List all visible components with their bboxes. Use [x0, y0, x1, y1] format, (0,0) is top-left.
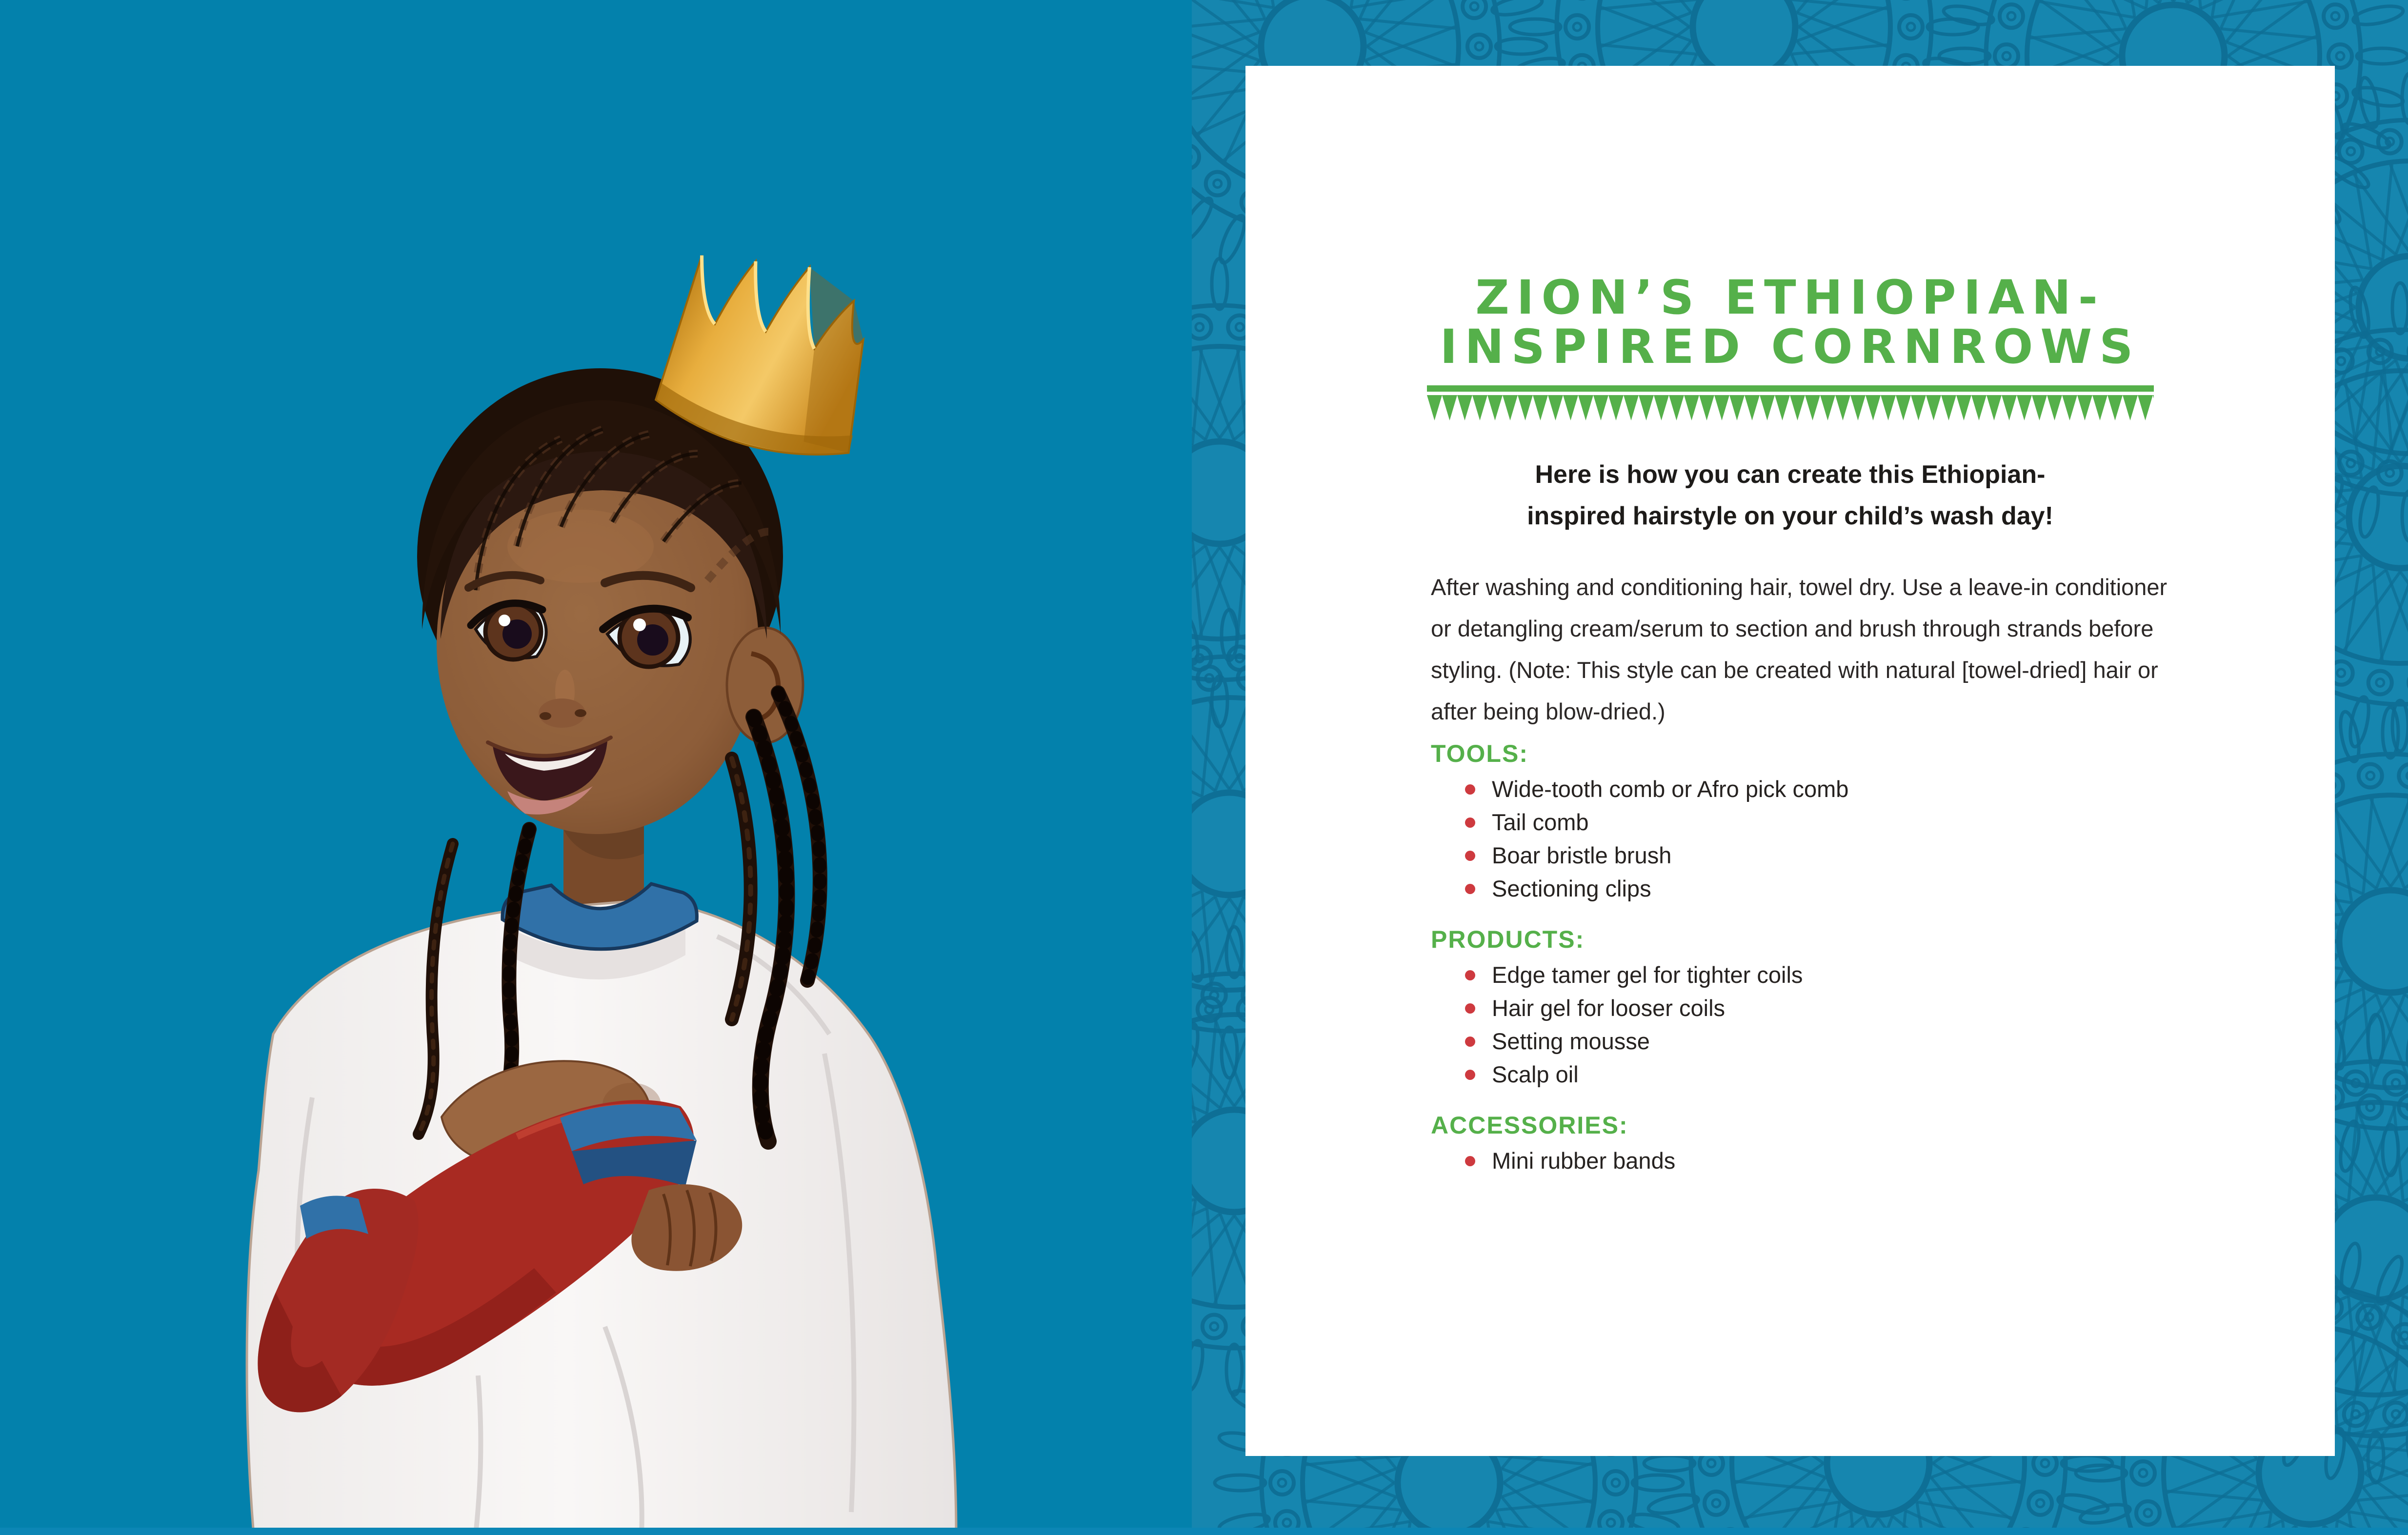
title-divider [1427, 385, 2154, 420]
list-item [1431, 806, 2168, 839]
section-heading: TOOLS: [1431, 740, 1528, 767]
list-item [1431, 992, 2168, 1025]
divider-zigzag [1427, 395, 2154, 420]
bullet-list [1431, 773, 2168, 905]
intro-line2: inspired hairstyle on your child’s wash day! [1527, 502, 2053, 530]
list-item-text: Sectioning clips [1492, 876, 1651, 901]
bullet-dot-icon [1465, 970, 1475, 980]
list-item [1431, 1025, 2168, 1058]
section-heading: ACCESSORIES: [1431, 1112, 1628, 1139]
list-item [1431, 872, 2168, 905]
bullet-list [1431, 958, 2168, 1091]
card-title [1245, 270, 2335, 374]
intro-line1: Here is how you can create this Ethiopian- [1535, 460, 2046, 489]
list-item-text: Boar bristle brush [1492, 842, 1672, 868]
girl-illustration [0, 0, 1192, 1535]
list-item-text: Wide-tooth comb or Afro pick comb [1492, 776, 1849, 802]
list-item-text: Scalp oil [1492, 1061, 1579, 1087]
list-item-text: Tail comb [1492, 809, 1589, 835]
page-edge-strip [0, 1528, 2408, 1535]
list-item [1431, 1058, 2168, 1091]
list-item [1431, 839, 2168, 872]
card-sections [1431, 739, 2168, 1177]
list-item-text: Mini rubber bands [1492, 1148, 1676, 1174]
card-body [1431, 566, 2168, 1177]
bullet-dot-icon [1465, 884, 1475, 894]
section-heading: PRODUCTS: [1431, 926, 1585, 953]
list-item-text: Hair gel for looser coils [1492, 995, 1726, 1021]
bullet-dot-icon [1465, 784, 1475, 795]
card-title-line1: ZION’S ETHIOPIAN- [1475, 270, 2105, 325]
bullet-dot-icon [1465, 817, 1475, 828]
bullet-dot-icon [1465, 1037, 1475, 1047]
bullet-dot-icon [1465, 1156, 1475, 1166]
card-title-line2: INSPIRED CORNROWS [1440, 319, 2141, 374]
intro-text [1245, 454, 2335, 537]
left-page [0, 0, 1192, 1535]
list-item [1431, 958, 2168, 992]
bullet-dot-icon [1465, 851, 1475, 861]
recipe-card [1245, 66, 2335, 1456]
list-item [1431, 773, 2168, 806]
divider-bar [1427, 385, 2154, 392]
list-item-text: Edge tamer gel for tighter coils [1492, 962, 1803, 988]
bullet-dot-icon [1465, 1070, 1475, 1080]
instructions-paragraph: After washing and conditioning hair, towel dry. Use a leave-in conditioner or detangling cream/serum to section and brush through strands before styling. (Note: This style can be created with natural [towel-dried] hair or after being blow-dried.) [1431, 574, 2167, 724]
list-item [1431, 1144, 2168, 1177]
bullet-list [1431, 1144, 2168, 1177]
bullet-dot-icon [1465, 1003, 1475, 1014]
list-item-text: Setting mousse [1492, 1028, 1650, 1054]
